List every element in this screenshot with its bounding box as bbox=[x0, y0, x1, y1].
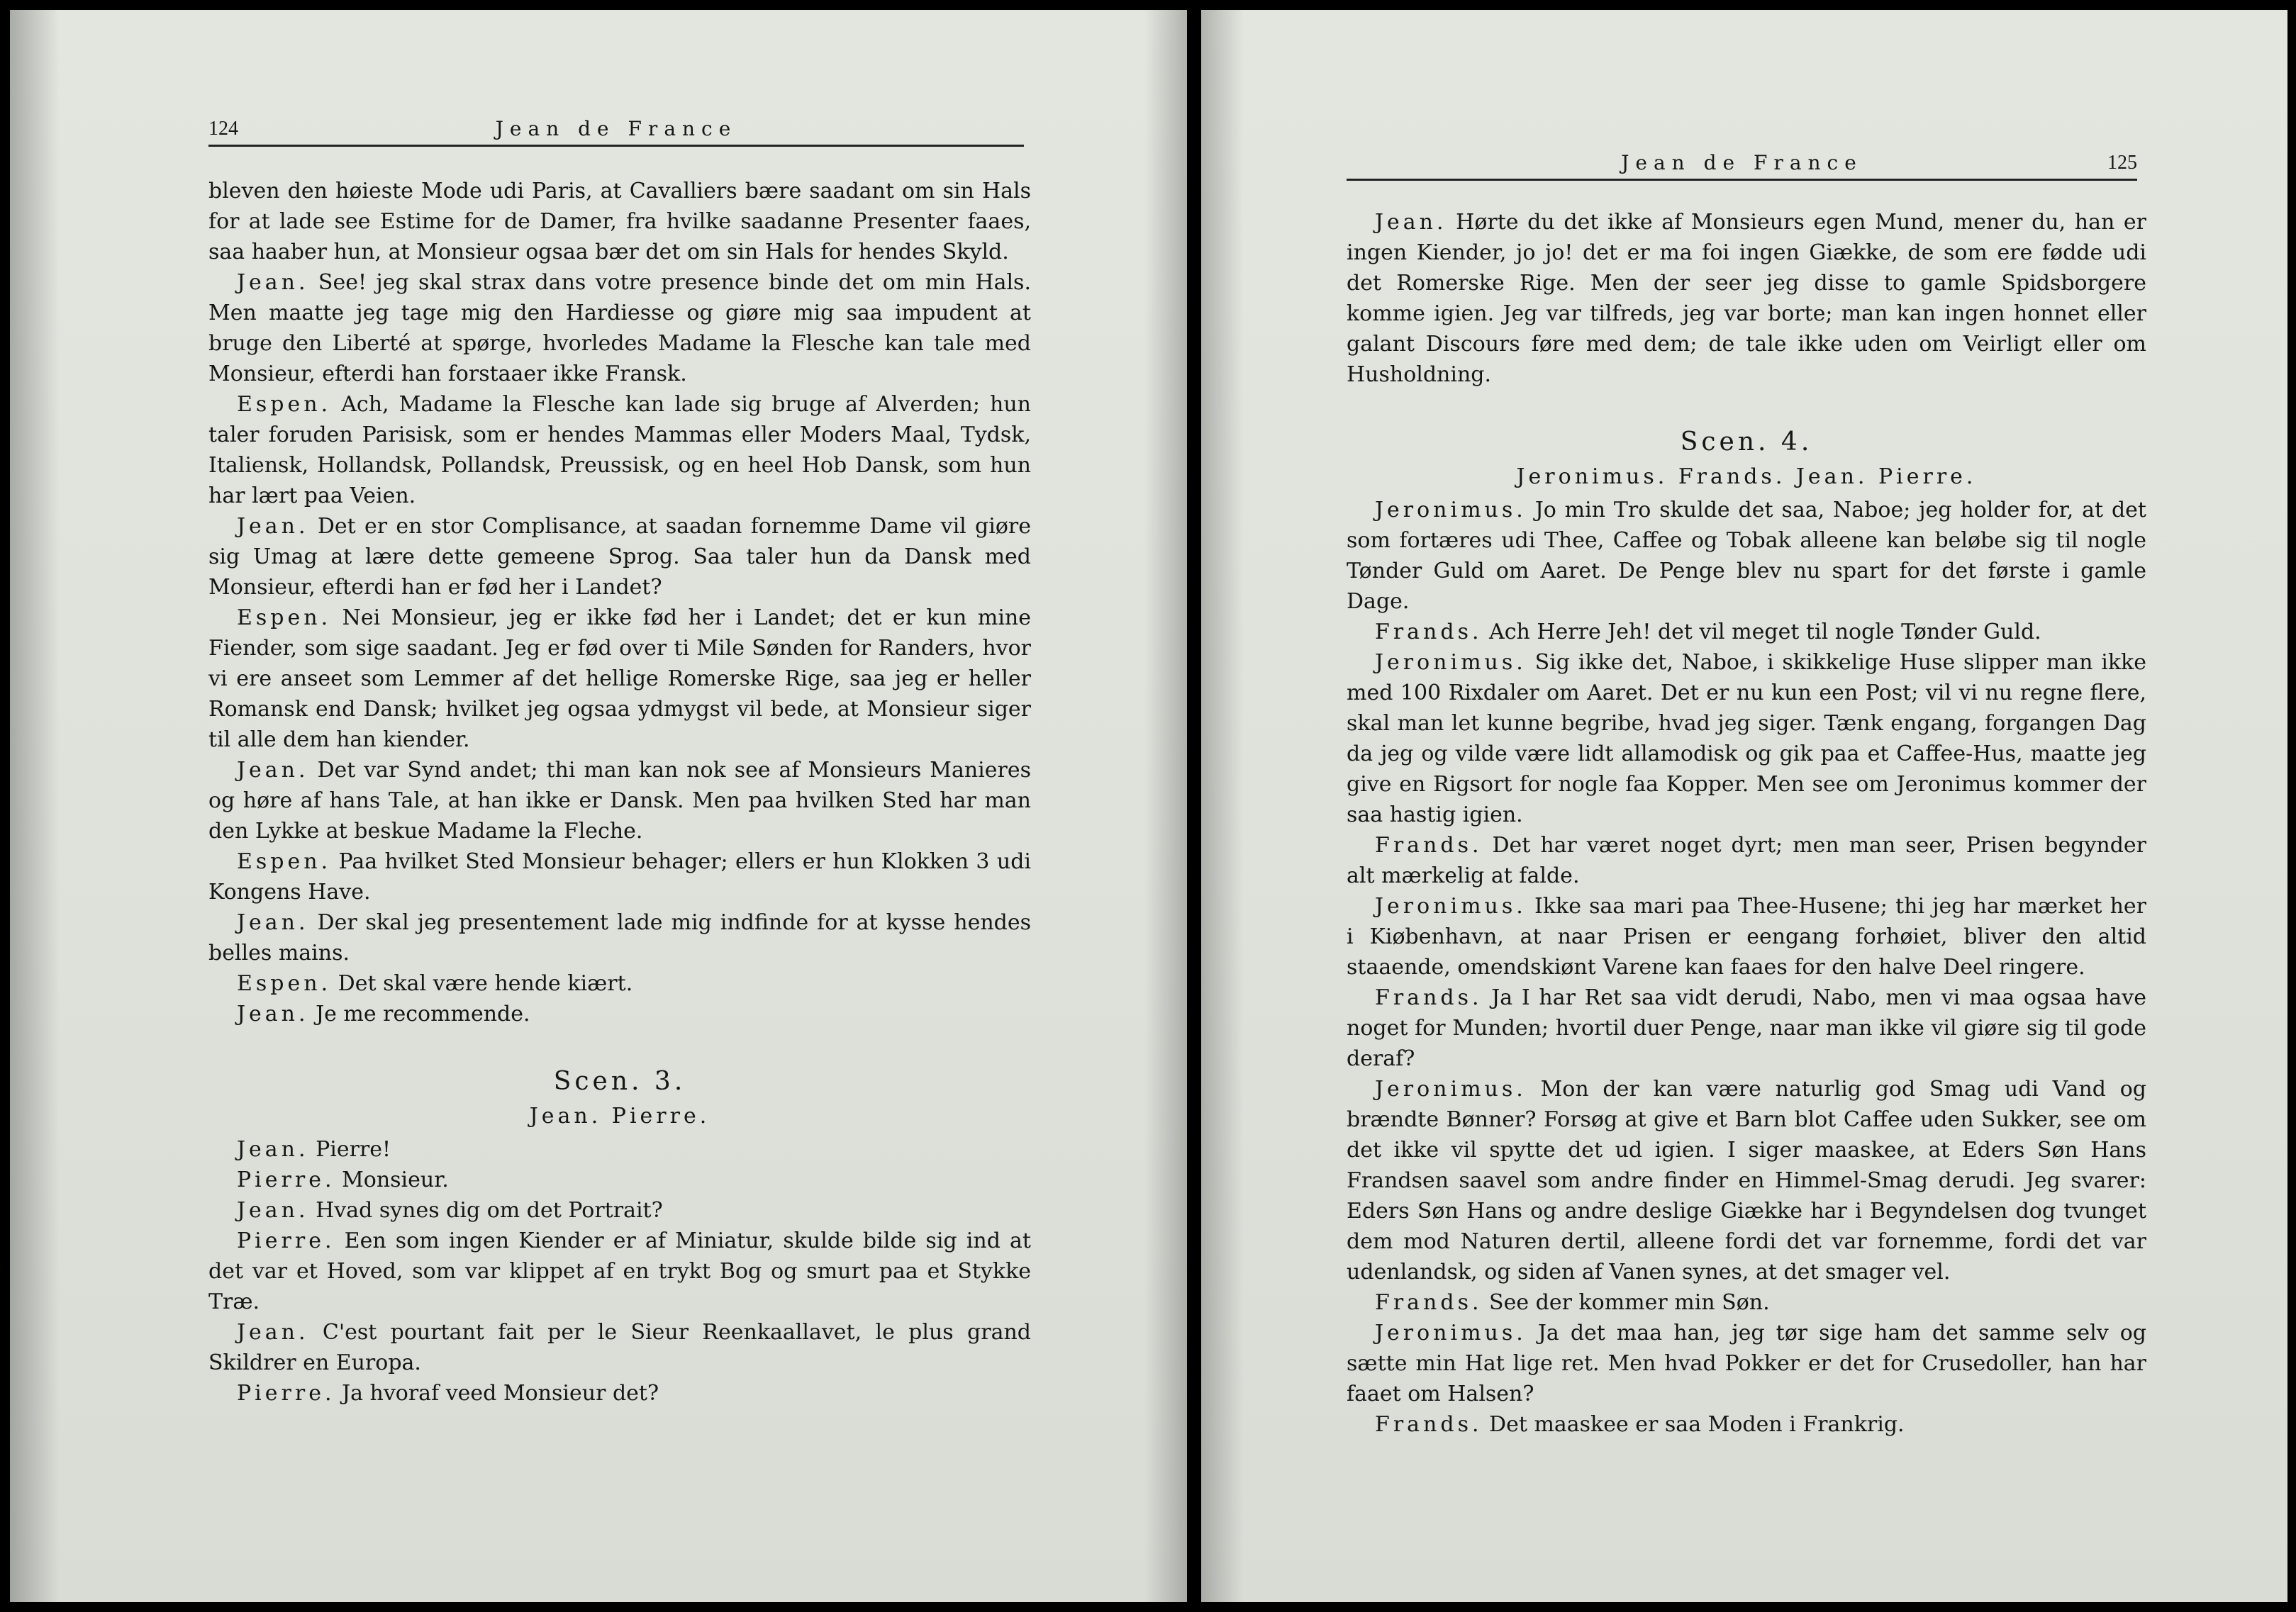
speech-text: See! jeg skal strax dans votre presence binde det om min Hals. Men maatte jeg tage mig den Hardiesse og giøre mig saa impudent at bruge den Liberté at spørge, hvorledes Madame la Flesche kan tale med Monsieur, efterdi han forstaaer ikke Fransk. bbox=[208, 270, 1031, 386]
speech-paragraph bbox=[1347, 983, 2146, 1074]
speech-text: Ja I har Ret saa vidt derudi, Nabo, men vi maa ogsaa have noget for Munden; hvortil duer Penge, naar man ikke vil giøre sig til gode deraf? bbox=[1347, 985, 2146, 1071]
speech-text: Ach Herre Jeh! det vil meget til nogle Tønder Guld. bbox=[1489, 620, 2041, 644]
running-head bbox=[208, 109, 1024, 147]
speech-text: Mon der kan være naturlig god Smag udi Vand og brændte Bønner? Forsøg at give et Barn blot Caffee uden Sukker, see om det ikke vil spytte det ud igien. I siger maaskee, at Eders Søn Hans Frandsen saavel som andre finder en Himmel-Smag derudi. Jeg svarer: Eders Søn Hans og andre deslige Giække har i Begyndelsen dog tvunget dem mod Naturen dertil, alleene fordi det var fornemme, fordi det var udenlandsk, og siden af Vanen synes, at det smager vel. bbox=[1347, 1077, 2146, 1284]
speech-paragraph bbox=[1347, 1287, 2146, 1318]
speech-paragraph bbox=[208, 1317, 1031, 1378]
page-number: 124 bbox=[208, 118, 238, 140]
speech-paragraph bbox=[208, 267, 1031, 389]
speaker-name: Jean. bbox=[1375, 210, 1447, 235]
speech-paragraph bbox=[1347, 1318, 2146, 1409]
speaker-name: Jean. bbox=[237, 1198, 309, 1223]
speech-text: Ja hvoraf veed Monsieur det? bbox=[342, 1381, 659, 1406]
speaker-name: Jean. bbox=[237, 1137, 309, 1162]
speech-paragraph bbox=[208, 907, 1031, 968]
speech-paragraph bbox=[208, 1134, 1031, 1165]
speech-paragraph bbox=[1347, 1074, 2146, 1287]
speech-text: Een som ingen Kiender er af Miniatur, skulde bilde sig ind at det var et Hoved, som var klippet af en trykt Bog og smurt paa et Stykke Træ. bbox=[208, 1228, 1031, 1314]
speaker-name: Frands. bbox=[1375, 1412, 1483, 1437]
speech-paragraph bbox=[208, 846, 1031, 907]
left-page bbox=[10, 10, 1187, 1602]
speech-text: Je me recommende. bbox=[316, 1002, 530, 1026]
speech-paragraph bbox=[1347, 617, 2146, 647]
speech-paragraph bbox=[1347, 1409, 2146, 1440]
speech-text: Ja det maa han, jeg tør sige ham det samme selv og sætte min Hat lige ret. Men hvad Pokker er det for Crusedoller, han har faaet om Halsen? bbox=[1347, 1321, 2146, 1406]
speech-text: Det maaskee er saa Moden i Frankrig. bbox=[1489, 1412, 1905, 1437]
cast-list: Jean. Pierre. bbox=[529, 1104, 710, 1129]
scene-heading: Scen. 4. bbox=[1680, 427, 1813, 457]
running-title: Jean de France bbox=[1621, 151, 1863, 174]
running-title: Jean de France bbox=[495, 117, 737, 140]
speaker-name: Espen. bbox=[237, 605, 332, 630]
speech-text: Pierre! bbox=[316, 1137, 391, 1162]
speaker-name: Frands. bbox=[1375, 833, 1483, 858]
right-page bbox=[1201, 10, 2287, 1602]
speech-paragraph bbox=[1347, 830, 2146, 891]
speaker-name: Frands. bbox=[1375, 1290, 1483, 1315]
speech-paragraph bbox=[208, 511, 1031, 603]
left-text-block bbox=[208, 176, 1031, 1409]
running-head bbox=[1347, 143, 2137, 181]
speech-paragraph bbox=[1347, 647, 2146, 830]
speaker-name: Jeronimus. bbox=[1375, 650, 1527, 675]
speaker-name: Jean. bbox=[237, 1002, 309, 1026]
speech-text: Hvad synes dig om det Portrait? bbox=[316, 1198, 663, 1223]
scene-heading: Scen. 3. bbox=[553, 1067, 686, 1096]
speaker-name: Pierre. bbox=[237, 1228, 335, 1253]
speech-text: Jo min Tro skulde det saa, Naboe; jeg holder for, at det som fortæres udi Thee, Caffee og Tobak alleene kan beløbe sig til nogle Tønder Guld om Aaret. De Penge blev nu spart for det første i gamle Dage. bbox=[1347, 498, 2146, 614]
speech-text: Der skal jeg presentement lade mig indfinde for at kysse hendes belles mains. bbox=[208, 910, 1031, 965]
speech-text: Ikke saa mari paa Thee-Husene; thi jeg har mærket her i Kiøbenhavn, at naar Prisen er eengang forhøiet, bliver den altid staaende, omendskiønt Varene kan faaes for den halve Deel ringere. bbox=[1347, 894, 2146, 980]
speech-text: Nei Monsieur, jeg er ikke fød her i Landet; det er kun mine Fiender, som sige saadant. Jeg er fød over ti Mile Sønden for Randers, hvor vi ere anseet som Lemmer af det hellige Romerske Rige, saa jeg er heller Romansk end Dansk; hvilket jeg ogsaa ydmygst vil bede, at Monsieur siger til alle dem han kiender. bbox=[208, 605, 1031, 752]
speech-text: Det har været noget dyrt; men man seer, Prisen begynder alt mærkelig at falde. bbox=[1347, 833, 2146, 888]
speaker-name: Jean. bbox=[237, 1320, 309, 1345]
speech-paragraph bbox=[1347, 495, 2146, 617]
cast-list: Jeronimus. Frands. Jean. Pierre. bbox=[1516, 464, 1977, 489]
speech-paragraph bbox=[1347, 891, 2146, 983]
speech-paragraph bbox=[208, 1226, 1031, 1317]
speaker-name: Jean. bbox=[237, 758, 309, 783]
speaker-name: Espen. bbox=[237, 392, 332, 417]
speaker-name: Jeronimus. bbox=[1375, 1077, 1527, 1102]
page-number: 125 bbox=[2107, 152, 2137, 174]
speech-text: Ach, Madame la Flesche kan lade sig bruge af Alverden; hun taler foruden Parisisk, som er hendes Mammas eller Moders Maal, Tydsk, Italiensk, Hollandsk, Pollandsk, Preussisk, og en heel Hob Dansk, som hun har lært paa Veien. bbox=[208, 392, 1031, 508]
speaker-name: Jean. bbox=[237, 514, 309, 539]
speaker-name: Espen. bbox=[237, 971, 332, 996]
speech-paragraph bbox=[1347, 207, 2146, 390]
speaker-name: Jeronimus. bbox=[1375, 1321, 1527, 1345]
right-text-block bbox=[1347, 207, 2146, 1440]
speaker-name: Frands. bbox=[1375, 985, 1483, 1010]
speech-text: Sig ikke det, Naboe, i skikkelige Huse slipper man ikke med 100 Rixdaler om Aaret. Det er nu kun een Post; vil vi nu regne flere, skal man let kunne begribe, hvad jeg siger. Tænk engang, forgangen Dag da jeg og vilde være lidt allamodisk og gik paa et Caffee-Hus, maatte jeg give en Rigsort for nogle faa Kopper. Men see om Jeronimus kommer der saa hastig igien. bbox=[1347, 650, 2146, 827]
speaker-name: Pierre. bbox=[237, 1381, 335, 1406]
speech-text: Hørte du det ikke af Monsieurs egen Mund, mener du, han er ingen Kiender, jo jo! det er ma foi ingen Giække, de som ere fødde udi det Romerske Rige. Men der seer jeg disse to gamle Spidsborgere komme igien. Jeg var tilfreds, jeg var borte; man kan ingen honnet eller galant Discours føre med dem; de tale ikke uden om Veirligt eller om Husholdning. bbox=[1347, 210, 2147, 387]
speaker-name: Frands. bbox=[1375, 620, 1483, 644]
speaker-name: Jeronimus. bbox=[1375, 498, 1527, 522]
speech-text: Paa hvilket Sted Monsieur behager; ellers er hun Klokken 3 udi Kongens Have. bbox=[208, 849, 1032, 905]
speech-paragraph bbox=[208, 1195, 1031, 1226]
continued-paragraph: bleven den høieste Mode udi Paris, at Cavalliers bære saadant om sin Hals for at lade see Estime for de Damer, fra hvilke saadanne Presenter faaes, saa haaber hun, at Monsieur ogsaa bær det om sin Hals for hendes Skyld. bbox=[208, 179, 1031, 264]
speaker-name: Espen. bbox=[237, 849, 332, 874]
speech-paragraph bbox=[208, 999, 1031, 1029]
speaker-name: Jean. bbox=[237, 910, 309, 935]
speech-text: Det er en stor Complisance, at saadan fornemme Dame vil giøre sig Umag at lære dette gemeene Sprog. Saa taler hun da Dansk med Monsieur, efterdi han er fød her i Landet? bbox=[208, 514, 1031, 600]
speech-text: Monsieur. bbox=[342, 1168, 449, 1192]
speech-text: See der kommer min Søn. bbox=[1489, 1290, 1770, 1315]
speech-paragraph bbox=[208, 603, 1031, 755]
speech-paragraph bbox=[208, 389, 1031, 511]
speech-paragraph bbox=[208, 968, 1031, 999]
speech-paragraph bbox=[208, 1378, 1031, 1409]
speech-text: C'est pourtant fait per le Sieur Reenkaallavet, le plus grand Skildrer en Europa. bbox=[208, 1320, 1031, 1375]
speaker-name: Jeronimus. bbox=[1375, 894, 1527, 919]
speech-paragraph bbox=[208, 755, 1031, 846]
speech-text: Det var Synd andet; thi man kan nok see af Monsieurs Manieres og høre af hans Tale, at han ikke er Dansk. Men paa hvilken Sted har man den Lykke at beskue Madame la Fleche. bbox=[208, 758, 1031, 844]
speaker-name: Jean. bbox=[237, 270, 309, 295]
speaker-name: Pierre. bbox=[237, 1168, 335, 1192]
speech-paragraph bbox=[208, 1165, 1031, 1195]
speech-text: Det skal være hende kiært. bbox=[338, 971, 633, 996]
